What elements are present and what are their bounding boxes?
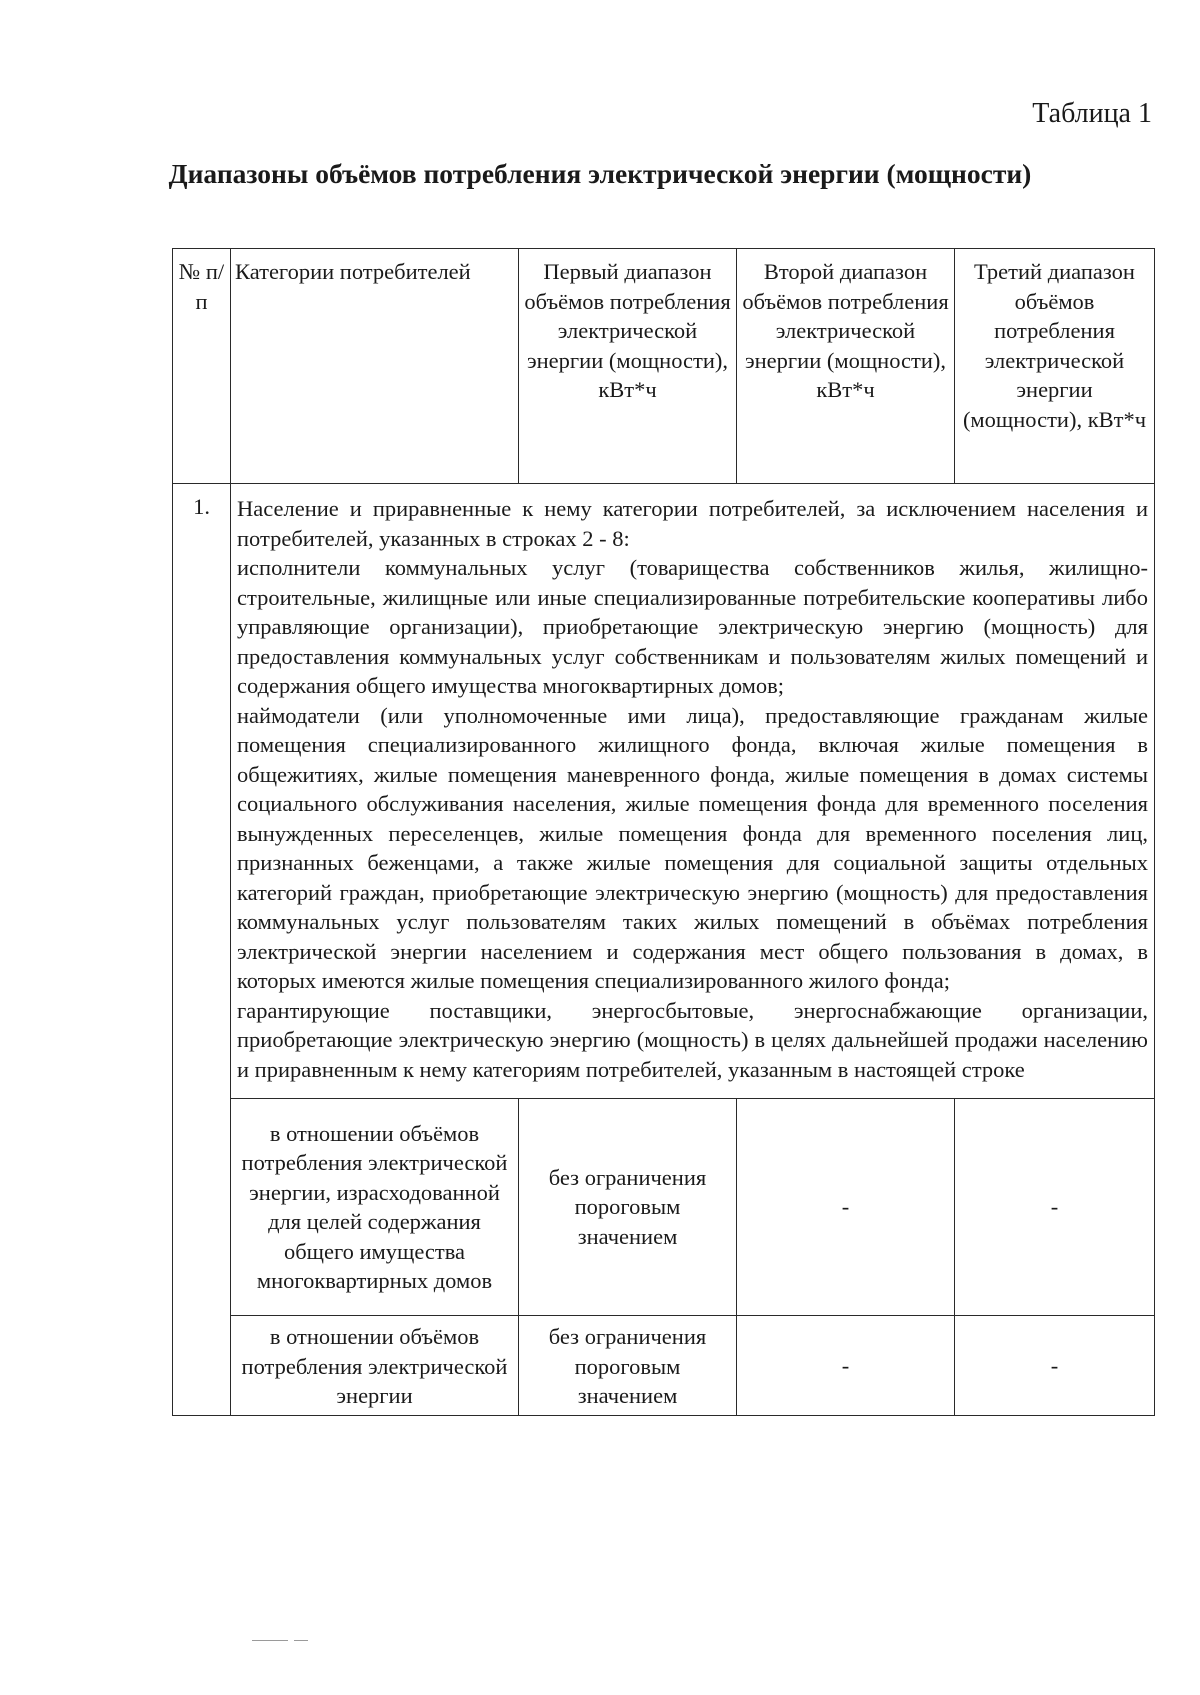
- header-category: Категории потребителей: [231, 249, 519, 484]
- subrow-range-3: -: [955, 1316, 1155, 1416]
- header-range-2: Второй диапазон объёмов потребления электрической энергии (мощности), кВт*ч: [737, 249, 955, 484]
- row-category-text: [231, 484, 1155, 1099]
- subrow-category: в отношении объёмов потребления электрической энергии, израсходованной для целей содержания общего имущества многоквартирных домов: [231, 1099, 519, 1316]
- table-label: Таблица 1: [1032, 98, 1152, 129]
- table-subrow: [173, 1099, 1155, 1316]
- header-num: № п/п: [173, 249, 231, 484]
- row-paragraph: исполнители коммунальных услуг (товарищества собственников жилья, жилищно-строительные, жилищные или иные специализированные потребительские кооперативы либо управляющие организации), приобретающие электрическую энергию (мощность) для предоставления коммунальных услуг собственникам и пользователям жилых помещений и содержания общего имущества многоквартирных домов;: [237, 555, 1148, 698]
- scan-artifact: [294, 1640, 308, 1641]
- scan-artifact: [252, 1640, 288, 1641]
- subrow-category: в отношении объёмов потребления электрической энергии: [231, 1316, 519, 1416]
- row-paragraph: гарантирующие поставщики, энергосбытовые, энергоснабжающие организации, приобретающие электрическую энергию (мощность) в целях дальнейшей продажи населению и приравненным к нему категориям потребителей, указанным в настоящей строке: [237, 997, 1148, 1082]
- row-number: 1.: [173, 484, 231, 1416]
- subrow-range-2: -: [737, 1316, 955, 1416]
- row-paragraph: Население и приравненные к нему категории потребителей, за исключением населения и потребителей, указанных в строках 2 - 8:: [237, 496, 1148, 551]
- document-title: Диапазоны объёмов потребления электрической энергии (мощности): [168, 158, 1032, 189]
- table-header-row: [173, 249, 1155, 484]
- header-range-3: Третий диапазон объёмов потребления электрической энергии (мощности), кВт*ч: [955, 249, 1155, 484]
- subrow-range-1: без ограничения пороговым значением: [519, 1316, 737, 1416]
- row-paragraph: наймодатели (или уполномоченные ими лица), предоставляющие гражданам жилые помещения специализированного жилищного фонда, включая жилые помещения в общежитиях, жилые помещения маневренного фонда, жилые помещения в домах системы социального обслуживания населения, жилые помещения фонда для временного поселения вынужденных переселенцев, жилые помещения фонда для временного поселения лиц, признанных беженцами, а также жилые помещения для социальной защиты отдельных категорий граждан, приобретающие электрическую энергию (мощность) для предоставления коммунальных услуг пользователям таких жилых помещений в объёмах потребления электрической энергии населением и содержания мест общего пользования в домах, в которых имеются жилые помещения специализированного жилого фонда;: [237, 702, 1148, 993]
- header-range-1: Первый диапазон объёмов потребления электрической энергии (мощности), кВт*ч: [519, 249, 737, 484]
- table-subrow: [173, 1316, 1155, 1416]
- subrow-range-1: без ограничения пороговым значением: [519, 1099, 737, 1316]
- subrow-range-3: -: [955, 1099, 1155, 1316]
- consumption-ranges-table: [172, 248, 1155, 1416]
- table-row: [173, 484, 1155, 1099]
- subrow-range-2: -: [737, 1099, 955, 1316]
